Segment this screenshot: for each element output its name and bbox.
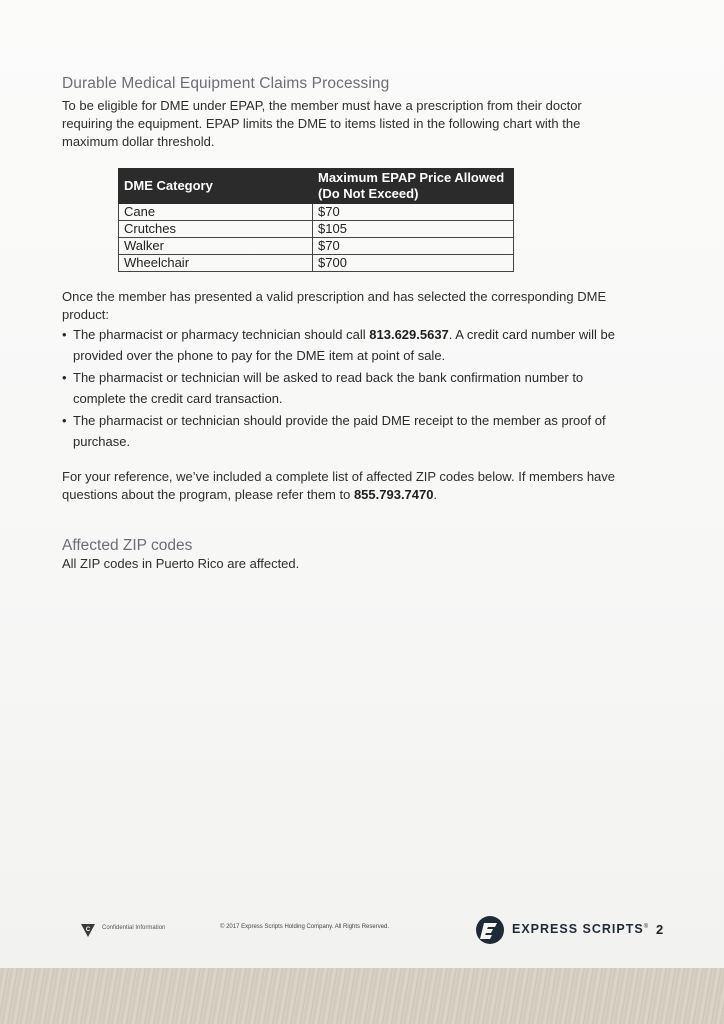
intro-line: maximum dollar threshold. (62, 134, 215, 149)
bullet-line: purchase. (73, 434, 131, 449)
section-heading-zip: Affected ZIP codes (62, 537, 193, 554)
row-price: $70 (313, 238, 514, 255)
header-max-price-line2: (Do Not Exceed) (318, 186, 419, 201)
member-phone-number: 855.793.7470 (353, 487, 434, 502)
reference-text: questions about the program, please refer them to (62, 487, 354, 502)
svg-text:C: C (85, 927, 91, 933)
instruction-list (62, 324, 662, 453)
list-item (62, 324, 662, 366)
table-row (119, 204, 514, 221)
row-category: Cane (119, 204, 313, 221)
page-footer (0, 912, 724, 952)
bullet-text: The pharmacist or pharmacy technician should call (73, 327, 370, 342)
bullet-line: complete the credit card transaction. (73, 391, 283, 406)
confidential-shield-icon (80, 922, 96, 938)
intro-line: requiring the equipment. EPAP limits the DME to items listed in the following chart with the (62, 116, 581, 131)
table-row (119, 221, 514, 238)
bullet-line: The pharmacist or technician will be asked to read back the bank confirmation number to (73, 370, 584, 385)
express-scripts-logo-icon (475, 915, 505, 945)
bullet-line: provided over the phone to pay for the DME item at point of sale. (73, 348, 446, 363)
row-category: Crutches (119, 221, 313, 238)
list-item (62, 367, 662, 409)
section-heading-dme: Durable Medical Equipment Claims Processing (62, 75, 390, 92)
zip-paragraph: All ZIP codes in Puerto Rico are affected. (62, 556, 300, 571)
bullet-dot: • (62, 370, 67, 385)
express-scripts-brand (512, 922, 649, 936)
table-row (119, 255, 514, 272)
brand-name: EXPRESS SCRIPTS (512, 922, 644, 936)
row-price: $70 (313, 204, 514, 221)
bullet-dot: • (62, 327, 67, 342)
bullet-line (73, 324, 662, 345)
registered-mark: ® (643, 923, 650, 930)
list-item (62, 410, 662, 452)
page-number: 2 (656, 922, 664, 937)
row-price: $700 (313, 255, 514, 272)
bullet-dot: • (62, 413, 67, 428)
intro-paragraph (62, 97, 662, 151)
intro-line: To be eligible for DME under EPAP, the member must have a prescription from their doctor (62, 98, 582, 113)
reference-text: . (433, 487, 438, 502)
reference-paragraph (62, 468, 662, 504)
header-dme-category: DME Category (119, 169, 313, 204)
bullet-text: . A credit card number will be (448, 327, 615, 342)
table-row (119, 238, 514, 255)
header-max-price-line1: Maximum EPAP Price Allowed (318, 170, 505, 185)
after-table-line: Once the member has presented a valid prescription and has selected the corresponding DME (62, 289, 607, 304)
background-surface (0, 968, 724, 1024)
pharmacy-phone-number: 813.629.5637 (369, 327, 449, 342)
reference-line (62, 486, 662, 504)
after-table-paragraph (62, 288, 662, 324)
reference-line: For your reference, we’ve included a complete list of affected ZIP codes below. If members have (62, 469, 616, 484)
after-table-line: product: (62, 307, 109, 322)
row-price: $105 (313, 221, 514, 238)
header-max-price (313, 169, 514, 204)
row-category: Walker (119, 238, 313, 255)
copyright-notice: © 2017 Express Scripts Holding Company. All Rights Reserved. (220, 924, 390, 930)
bullet-line: The pharmacist or technician should provide the paid DME receipt to the member as proof of (73, 413, 606, 428)
dme-price-table (118, 168, 514, 272)
table-header-row (119, 169, 514, 204)
confidential-label: Confidential Information (102, 925, 166, 931)
row-category: Wheelchair (119, 255, 313, 272)
